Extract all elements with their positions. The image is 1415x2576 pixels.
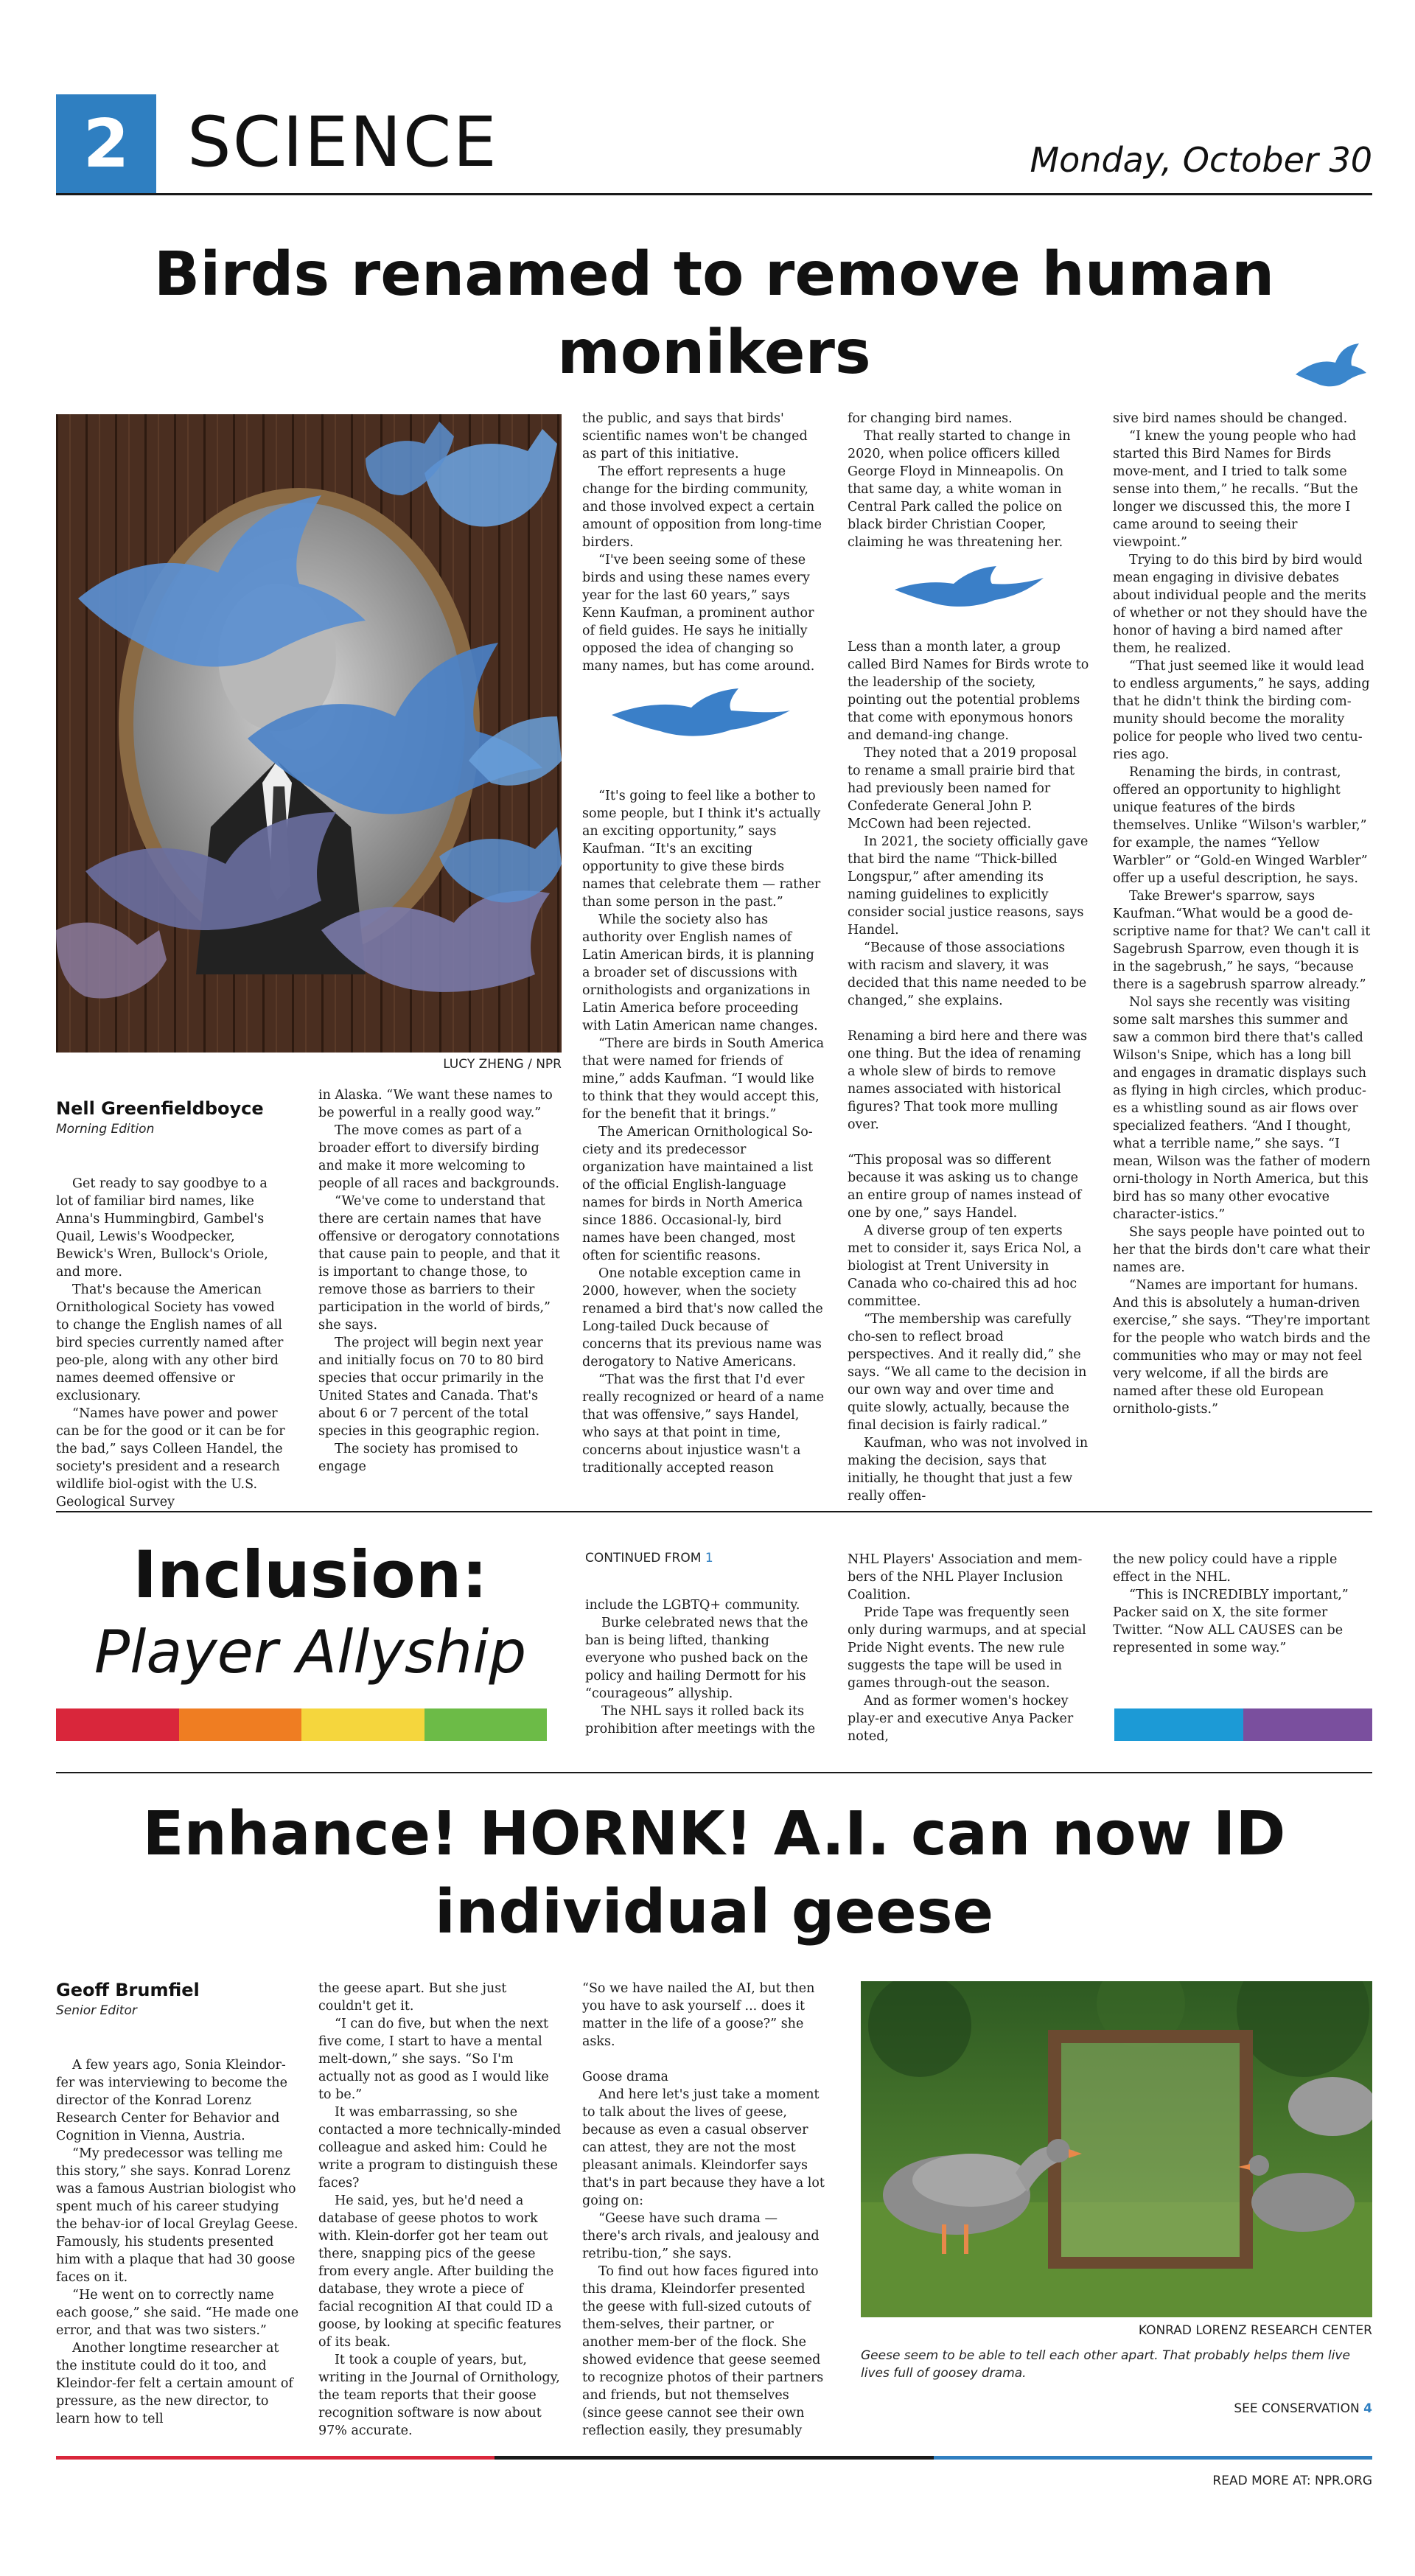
section-title: SCIENCE [187, 102, 498, 183]
rainbow-purple [1243, 1708, 1372, 1741]
geese-col-1: A few years ago, Sonia Kleindor-fer was interviewing to become the director of the Konrad Lorenz Research Center for Behavior and Cognition in Vienna, Austria. “My predecessor was telling me this story,” she says. Konrad Lorenz was a famous Austrian biologist who spent much of his career studying the behav-ior of local Greylag Geese. Famously, his students presented him with a plaque that had 30 goose faces on it. “He went on to correctly name each goose,” she said. “He made one error, and that was two sisters.” Another longtime researcher at the institute could do it too, and Kleindor-fer felt a certain amount of pressure, as the new director, to learn how to tell [56, 2058, 299, 2426]
headline-geese [56, 1795, 1372, 1952]
footer-bar-blue [934, 2456, 1372, 2460]
rainbow-bar-right [1114, 1708, 1372, 1741]
geese-col-3: “So we have nailed the AI, but then you have to ask yourself ... does it matter in the life of a goose?” she asks. Goose drama And here let's just take a moment to talk about the lives of geese, because as even a casual observer can attest, they are not the most pleasant animals. Kleindorfer says that's in part because they have a lot going on: “Geese have such drama — there's arch rivals, and jealousy and retribu-tion,” she says. To find out how faces figured into this drama, Kleindorfer presented the geese with full-sized cutouts of them-selves, their partner, or another mem-ber of the flock. She showed evidence that geese seemed to recognize photos of their partners and friends, but not themselves (since geese cannot see their own reflection easily, they presumably [582, 1981, 825, 2438]
birds-col-4b: Less than a month later, a group called Bird Names for Birds wrote to the leadership of the society, pointing out the potential problems that come with eponymous honors and demand-ing change. They noted that a 2019 proposal to rename a small prairie bird that had previously been named for Confederate General John P. McCown had been rejected. In 2021, the society officially gave that bird the name “Thick-billed Longspur,” after amending its naming guidelines to explicitly consider social justice reasons, says Handel. “Because of those associations with racism and slavery, it was decided that this name needed to be changed,” she explains. Renaming a bird here and there was one thing. But the idea of renaming a whole slew of birds to remove names associated with historical figures? That took more mulling over. “This proposal was so different because it was asking us to change an entire group of names instead of one by one,” says Handel. A diverse group of ten experts met to consider it, says Erica Nol, a biologist at Trent University in Canada who co-chaired this ad hoc committee. “The membership was carefully cho-sen to reflect broad perspectives. And it really did,” she says. “We all came to the decision in our own way and over time and quite slowly, actually, because the final decision is fairly radical.” Kaufman, who was not involved in making the decision, says that initially, he thought that just a few really offen- [848, 640, 1089, 1504]
byline-role-geese: Senior Editor [56, 2003, 137, 2018]
birds-col-2: in Alaska. “We want these names to be powerful in a really good way.” The move comes as part of a broader effort to diversify birding and make it more welcoming to people of all races and backgrounds. “We've come to understand that there are certain names that have offensive or derogatory connotations that cause pain to people, and that it is important to change those, to remove those as barriers to their participation in the world of birds,” she says. The project will begin next year and initially focus on 70 to 80 bird species that occur primarily in the United States and Canada. That's about 6 or 7 percent of the total species in this geographic region. The society has promised to engage [318, 1088, 560, 1474]
headline-geese-line-2: individual geese [434, 1877, 994, 1947]
see-conservation: SEE CONSERVATION 4 [1234, 2401, 1372, 2416]
section-divider-2 [56, 1772, 1372, 1773]
header-rule [56, 193, 1372, 195]
headline-line-2: monikers [557, 318, 871, 388]
photo-caption: Geese seem to be able to tell each other apart. That probably helps them live lives full of goosey drama. [861, 2348, 1350, 2381]
inclusion-col-3: the new policy could have a ripple effect in the NHL. “This is INCREDIBLY important,” Packer said on X, the site former Twitter. “Now ALL CAUSES can be represented in some way.” [1113, 1552, 1349, 1655]
inclusion-col-1: include the LGBTQ+ community. Burke celebrated news that the ban is being lifted, thanking everyone who pushed back on the policy and hailing Dermott for his “courageous” allyship. The NHL says it rolled back its prohibition after meetings with the [585, 1598, 816, 1736]
birds-col-5: sive bird names should be changed. “I knew the young people who had started this Bird Names for Birds move-ment, and I tried to talk some sense into them,” he recalls. “But the longer we discussed this, the more I came around to seeing their viewpoint.” Trying to do this bird by bird would mean engaging in divisive debates about individual people and the merits of whether or not they should have the honor of having a bird named after them, he realized. “That just seemed like it would lead to endless arguments,” he says, adding that he didn't think the birding com-munity should become the morality police for people who lived two centu-ries ago. Renaming the birds, in contrast, offered an opportunity to highlight unique features of the birds themselves. Unlike “Wilson's warbler,” for example, the names “Yellow Warbler” or “Gold-en Winged Warbler” offer up a useful description, he says. Take Brewer's sparrow, says Kaufman.“What would be a good de-scriptive name for that? We can't call it Sagebrush Sparrow, even though it is in the sagebrush,” he says, “because there is a sagebrush sparrow already.” Nol says she recently was visiting some salt marshes this summer and saw a common bird there that's called Wilson's Snipe, which has a long bill and engages in dramatic displays such as flying in high circles, which produc-es a whistling sound as air flows over specialized feathers. “And I thought, what a terrible name,” she says. “I mean, Wilson was the father of modern orni-thology in North America, but this bird has so many other evocative character-istics.” She says people have pointed out to her that the birds don't care what their names are. “Names are important for humans. And this is absolutely a human-driven exercise,” she says. “They're important for the people who watch birds and the communities who may or may not feel very welcome, if all the birds are named after these old European ornitholo-gists.” [1113, 411, 1371, 1417]
subhead-goose-drama: Goose drama [582, 2070, 668, 2084]
goose-photo [861, 1981, 1372, 2317]
issue-date: Monday, October 30 [1030, 140, 1372, 180]
footer-color-bar [56, 2456, 1372, 2460]
rainbow-orange [179, 1708, 302, 1741]
inclusion-title-line-2: Player Allyship [94, 1618, 527, 1686]
rainbow-bar-left [56, 1708, 547, 1741]
bird-illustration [56, 414, 562, 1053]
see-page-link[interactable]: 4 [1363, 2401, 1372, 2416]
inclusion-title-line-1: Inclusion: [133, 1537, 488, 1613]
birds-col-1: Get ready to say goodbye to a lot of familiar bird names, like Anna's Hummingbird, Gambel's Quail, Lewis's Woodpecker, Bewick's Wren, Bullock's Oriole, and more. That's because the American Ornithological Society has vowed to change the English names of all bird species currently named after peo-ple, along with any other bird names deemed offensive or exclusionary. “Names have power and power can be for the good or it can be for the bad,” says Colleen Handel, the society's president and a research wildlife biol-ogist with the U.S. Geological Survey [56, 1176, 285, 1509]
rainbow-blue [1114, 1708, 1243, 1741]
image-credit: LUCY ZHENG / NPR [443, 1057, 562, 1072]
footer-bar-black [495, 2456, 933, 2460]
continued-page-link[interactable]: 1 [705, 1551, 713, 1566]
headline-birds [56, 236, 1372, 392]
read-more-link[interactable]: READ MORE AT: NPR.ORG [1212, 2474, 1372, 2488]
geese-col-2: the geese apart. But she just couldn't get it. “I can do five, but when the next five come, I start to have a mental melt-down,” she says. “So I'm actually not as good as I would like to be.” It was embarrassing, so she contacted a more technically-minded colleague and asked him: Could he write a program to distinguish these faces? He said, yes, but he'd need a database of geese photos to work with. Klein-dorfer got her team out there, snapping pics of the geese from every angle. After building the database, they wrote a piece of facial recognition AI that could ID a goose, by looking at specific features of its beak. It took a couple of years, but, writing in the Journal of Ornithology, the team reports that their goose recognition software is now about 97% accurate. [318, 1981, 562, 2438]
byline-role: Morning Edition [56, 1122, 155, 1137]
footer-bar-red [56, 2456, 495, 2460]
section-divider-1 [56, 1511, 1372, 1512]
headline-line-1: Birds renamed to remove human [153, 240, 1275, 310]
birds-col-3: the public, and says that birds' scientific names won't be changed as part of this initiative. The effort represents a huge change for the birding community, and those involved expect a certain amount of opposition from long-time birders. “I've been seeing some of these birds and using these names every year for the last 60 years,” says Kenn Kaufman, a prominent author of field guides. He says he initially opposed the idea of changing so many names, but has come around. [582, 411, 822, 674]
rainbow-green [424, 1708, 548, 1741]
inclusion-title [56, 1535, 565, 1689]
page-number-box [56, 94, 156, 195]
continued-from: CONTINUED FROM 1 [585, 1551, 713, 1566]
birds-col-3b: “It's going to feel like a bother to some people, but I think it's actually an exciting opportunity,” says Kaufman. “It's an exciting opportunity to give these birds names that celebrate them — rather than some person in the past.” While the society also has authority over English names of Latin American birds, it is planning a broader set of discussions with ornithologists and organizations in Latin America before proceeding with Latin American name changes. “There are birds in South America that were named for friends of mine,” adds Kaufman. “I would like to think that they would accept this, for the benefit that it brings.” The American Ornithological So-ciety and its predecessor organization have maintained a list of the official English-language names for birds in North America since 1886. Occasional-ly, bird names have been changed, most often for scientific reasons. One notable exception came in 2000, however, when the society renamed a bird that's now called the Long-tailed Duck because of concerns that its previous name was derogatory to Native Americans. “That was the first that I'd ever really recognized or heard of a name that was offensive,” says Handel, who says at that point in time, concerns about injustice wasn't a traditionally accepted reason [582, 789, 825, 1476]
bird-icon-col4 [892, 560, 1047, 612]
small-bird-icon [1294, 341, 1368, 391]
birds-col-4: for changing bird names. That really started to change in 2020, when police officers killed George Floyd in Minneapolis. On that same day, a white woman in Central Park called the police on black birder Christian Cooper, claiming he was threatening her. [848, 411, 1071, 550]
rainbow-yellow [301, 1708, 424, 1741]
byline-name-geese: Geoff Brumfiel [56, 1980, 200, 2000]
headline-geese-line-1: Enhance! HORNK! A.I. can now ID [142, 1799, 1286, 1869]
photo-credit: KONRAD LORENZ RESEARCH CENTER [1138, 2323, 1372, 2338]
inclusion-col-2: NHL Players' Association and mem-bers of the NHL Player Inclusion Coalition. Pride Tape was frequently seen only during warmups, and at special Pride Night events. The new rule suggests the tape will be used in games through-out the season. And as former women's hockey play-er and executive Anya Packer noted, [848, 1552, 1086, 1744]
rainbow-red [56, 1708, 179, 1741]
byline-name: Nell Greenfieldboyce [56, 1098, 264, 1119]
page-number: 2 [83, 105, 130, 183]
bird-icon-col3 [609, 685, 793, 744]
